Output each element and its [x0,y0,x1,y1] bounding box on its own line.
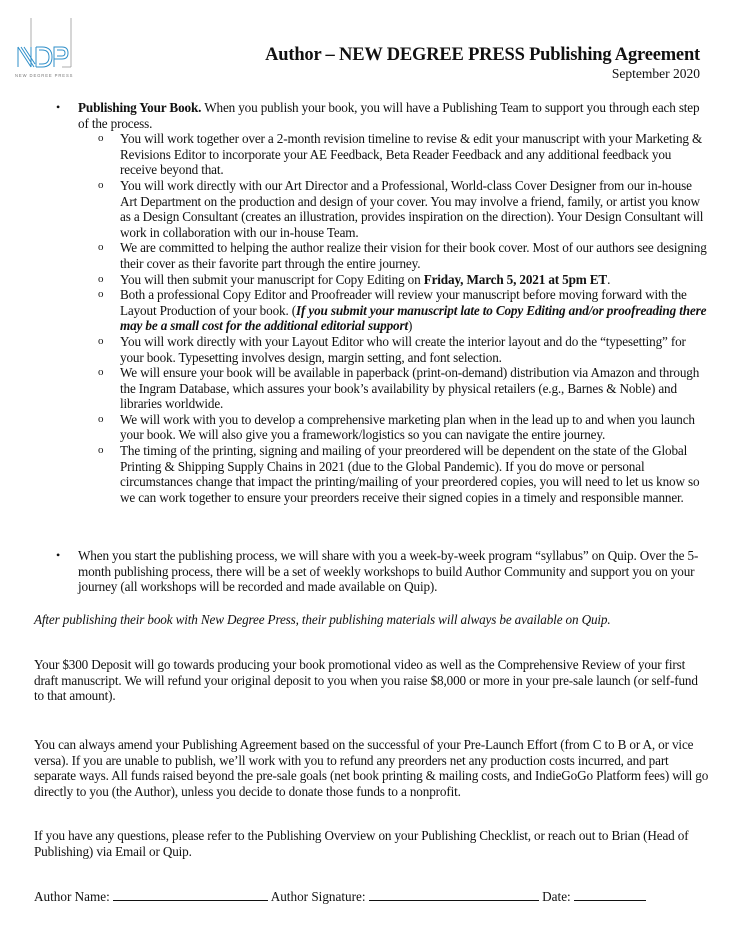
publishing-section [34,100,710,505]
ndp-logo [14,17,84,79]
section-lead: Publishing Your Book. [78,100,202,115]
bullet-syllabus: • When you start the publishing process, we will share with you a week-by-week program “syllabus” on Quip. Over the 5-month publishing process, there will be a set of weekly workshops to build Author Community and support you on your journey (all workshops will be recorded and made available on Quip). [56,548,699,595]
sub-bullet-icon: o [98,334,104,347]
late-submission-note: If you submit your manuscript late to Copy Editing and/or proofreading there may be a small cost for the additional editorial support [120,302,707,334]
deposit-paragraph: Your $300 Deposit will go towards producing your book promotional video as well as the Comprehensive Review of your first draft manuscript. We will refund your original deposit to you when you raise $8,000 or more in your pre-sale launch (or self-fund to that amount). [34,657,698,704]
bullet-icon: • [56,100,61,114]
bullet-icon: • [56,548,61,562]
signature-line [34,889,646,905]
author-signature-field[interactable] [369,889,539,901]
sub-bullet-icon: o [98,444,104,457]
list-item: o We are committed to helping the author realize their vision for their book cover. Most of our authors see designing their cover as their favorite part through the entire journey. [98,240,707,271]
date-field[interactable] [574,889,646,901]
section-lead-text: When you publish your book, you will have a Publishing Team to support you through each step of the process. [78,100,700,131]
sub-bullet-icon: o [98,241,104,254]
svg-text:NEW DEGREE PRESS: NEW DEGREE PRESS [15,73,74,78]
questions-paragraph: If you have any questions, please refer to the Publishing Overview on your Publishing Checklist, or reach out to Brian (Head of Publishing) via Email or Quip. [34,828,689,859]
ndp-logo-icon [14,17,84,79]
author-name-label: Author Name: [34,889,110,904]
sub-bullet-icon: o [98,366,104,379]
after-publishing-note: After publishing their book with New Degree Press, their publishing materials will always be available on Quip. [34,612,611,627]
list-item: o The timing of the printing, signing and mailing of your preordered will be dependent on the state of the Global Printing & Shipping Supply Chains in 2021 (due to the Global Pandemic). If you do move or personal circumstances change that impact the printing/mailing of your preordered copies, you will need to let us know so we can work together to ensure your preorders receive their signed copies in a timely and responsible manner. [98,443,700,505]
document-title: Author – NEW DEGREE PRESS Publishing Agreement [265,45,700,65]
document-date: September 2020 [611,66,700,81]
list-item: o You will work directly with your Layout Editor who will create the interior layout and do the “typesetting” for your book. Typesetting involves design, margin setting, and font selection. [98,333,686,365]
date-label: Date: [542,889,571,904]
list-item-copy-editor: o Both a professional Copy Editor and Proofreader will review your manuscript before moving forward with the Layout Production of your book. (If you submit your manuscript late to Copy Editing and/or proofreading there may be a small cost for the additional editorial support) [98,287,707,334]
list-item: o You will work together over a 2-month revision timeline to revise & edit your manuscript with your Marketing & Revisions Editor to incorporate your AE Feedback, Beta Reader Feedback and any additional feedback you receive beyond that. [98,131,703,178]
list-item: o We will work with you to develop a comprehensive marketing plan when in the lead up to and when you launch your book. We will also give you a framework/logistics so you can navigate the entire journey. [98,411,695,443]
bullet-publishing-your-book [34,100,710,131]
deadline-date: Friday, March 5, 2021 at 5pm ET [423,271,608,287]
sub-bullet-list [34,131,710,505]
author-signature-label: Author Signature: [270,889,366,904]
sub-bullet-icon: o [98,412,104,425]
sub-bullet-icon: o [98,288,104,301]
list-item-copy-editing-deadline: o You will then submit your manuscript for Copy Editing on Friday, March 5, 2021 at 5pm ET. [98,271,611,287]
sub-bullet-icon: o [98,132,104,145]
syllabus-section [34,548,710,595]
author-name-field[interactable] [113,889,268,901]
sub-bullet-icon: o [98,178,104,191]
list-item: o We will ensure your book will be available in paperback (print-on-demand) distribution via Amazon and through the Ingram Database, which assures your book’s availability by physical retailers (e.g., Barnes & Noble) and libraries worldwide. [98,365,700,412]
amend-paragraph: You can always amend your Publishing Agreement based on the successful of your Pre-Launch Effort (from C to B or A, or vice versa). If you are unable to publish, we’ll work with you to refund any preorders net any production costs incurred, and part separate ways. All funds raised beyond the pre-sale goals (net book printing & mailing costs, and IndieGoGo Platform fees) will go directly to you (the Author), unless you decide to donate those funds to a nonprofit. [34,737,709,799]
sub-bullet-icon: o [98,272,104,285]
list-item: o You will work directly with our Art Director and a Professional, World-class Cover Designer from our in-house Art Department on the production and design of your cover. You may involve a friend, family, or artist you know as a Design Consultant (creates an illustration, provides inspiration on the direction). Your Design Consultant will work in collaboration with our in-house Team. [98,177,704,240]
